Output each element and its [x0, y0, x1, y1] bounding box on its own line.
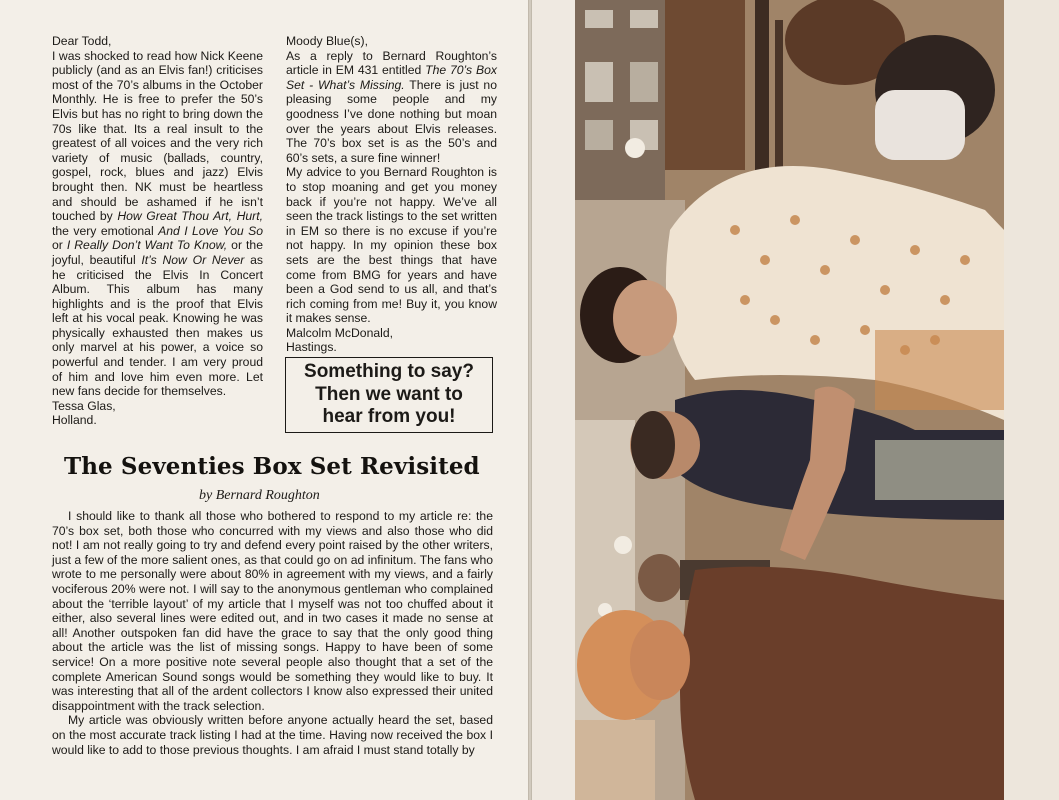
letter-salutation: Moody Blue(s), [286, 34, 368, 48]
callout-line: hear from you! [322, 406, 456, 427]
letter-signature-place: Hastings. [286, 340, 337, 355]
letter-column-left [52, 34, 263, 428]
letter-column-right [286, 34, 497, 355]
song-title: I Really Don’t Want To Know, [66, 238, 228, 253]
song-title: How Great Thou Art, Hurt, [117, 209, 263, 224]
letter-signature-name: Malcolm McDonald, [286, 325, 394, 340]
article-body [52, 509, 493, 757]
letter-text: There is just no pleasing some people and my goodness I’ve done nothing but moan over the years about Elvis releases. The 70’s box set is as the 50’s and 60’s sets, a sure fine winner! [286, 77, 497, 165]
letter-signature-name: Tessa Glas, [52, 398, 116, 413]
song-title: It’s Now Or Never [141, 252, 245, 267]
letter-body [286, 49, 497, 166]
article-byline: by Bernard Roughton [199, 488, 320, 503]
concert-crowd-photo [575, 0, 1004, 800]
letter-signature-place: Holland. [52, 413, 97, 428]
letter-body [52, 49, 263, 399]
callout-line: Something to say? [304, 361, 474, 382]
letters-callout-box [285, 357, 493, 433]
page-edge [1004, 0, 1059, 800]
letter-text: I was shocked to read how Nick Keene publicly (and as an Elvis fan!) criticises most of the 70’s albums in the October Monthly. He is free to prefer the 50’s Elvis but has no right to bring down the 70s like that. Its a real insult to the greatest of all voices and the very rich variety of music (ballads, country, gospel, rock, blues and jazz) Elvis brought then. NK must be heartless and should be ashamed if he isn’t touched by [52, 48, 263, 224]
letter-text: As a reply to Bernard Roughton’s article in EM 431 entitled [286, 48, 497, 78]
letter-text: the very emotional [52, 223, 159, 238]
letter-text: or [52, 238, 67, 253]
letter-text: or the joyful, beautiful [52, 238, 263, 267]
letter-text: as he criticised the Elvis In Concert Album. This album has many highlights and is the proof that Elvis left at his vocal peak. Knowing he was physically exhausted then makes us only marvel at his power, a voice so powerful and tender. I am very proud of him and love him even more. Let new fans decide for themselves. [52, 252, 263, 399]
letter-salutation: Dear Todd, [52, 34, 112, 48]
left-page [0, 0, 528, 800]
photo-illustration [575, 0, 1004, 800]
article-headline: The Seventies Box Set Revisited [64, 453, 480, 480]
song-title: And I Love You So [158, 223, 263, 238]
article-paragraph: I should like to thank all those who bothered to respond to my article re: the 70’s box set, both those who concurred with my views and also those who did not! I am not really going to try and defend every point raised by the other writers, just a few of the more salient ones, as that could go on ad infinitum. The fans who wrote to me personally were about 80% in agreement with my views, and a fairly vociferous 20% were not. I will say to the anonymous gentleman who complained about the ‘terrible layout’ of my article that I myself was not too chuffed about it either, also several lines were edited out, and in two cases it made no sense at all! Another outspoken fan did have the grace to say that the only good thing about the article was the list of missing songs. Happy to have been of some service! On a more positive note several people also thought that a set of the complete American Sound songs would be something they would like to buy. It was interesting that all of the ardent collectors I know also expressed their united disappointment with the track selection. [52, 509, 493, 713]
callout-line: Then we want to [315, 383, 463, 405]
article-title-reference: The 70’s Box Set - What’s Missing. [286, 63, 497, 92]
article-paragraph: My article was obviously written before anyone actually heard the set, based on the most accurate track listing I had at the time. Having now received the box I would like to add to those previous thoughts. I am afraid I must stand totally by [52, 713, 493, 757]
letter-body: My advice to you Bernard Roughton is to stop moaning and get you money back if you’re not happy. We’ve all seen the track listings to the set written in EM so there is no excuse if you’re not happy. In my opinion these box sets are the best things that have come from BMG for years and have been a God send to us all, and that’s rich coming from me! Buy it, you know it makes sense. [286, 165, 497, 326]
